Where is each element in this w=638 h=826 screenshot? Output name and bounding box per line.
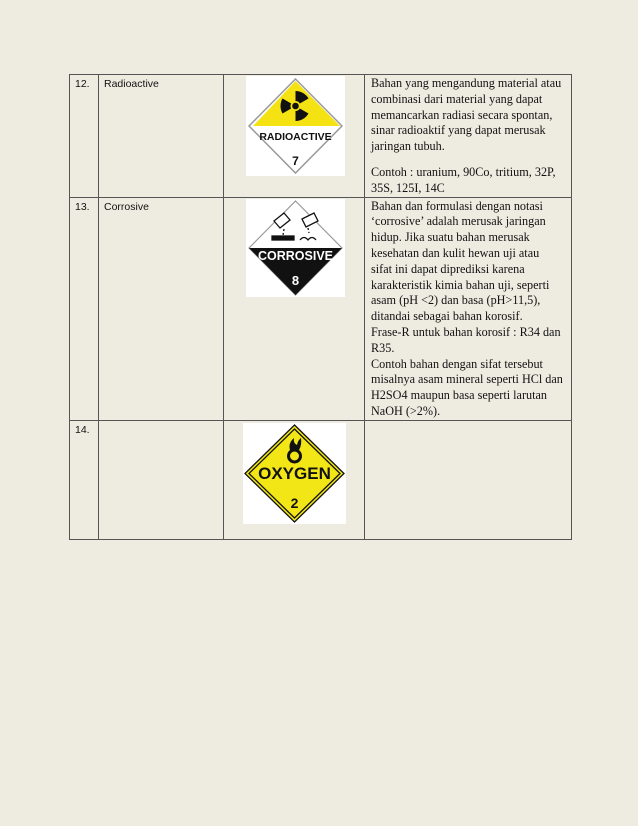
radioactive-sign <box>246 76 345 176</box>
hazard-description <box>365 75 572 198</box>
row-number: 14. <box>70 420 99 539</box>
table-row <box>70 75 572 198</box>
sign-label: RADIOACTIVE <box>259 131 332 143</box>
oxygen-sign <box>243 423 346 524</box>
sign-class-number: 7 <box>292 154 299 168</box>
hazard-name: Radioactive <box>99 75 224 198</box>
table-row <box>70 197 572 420</box>
hazard-sign-cell <box>224 75 365 198</box>
hazard-description <box>365 420 572 539</box>
description-paragraph: Contoh bahan dengan sifat tersebut misalnya asam mineral seperti HCl dan H2SO4 maupun basa seperti larutan NaOH (>2%). <box>371 356 563 418</box>
sign-class-number: 2 <box>290 494 299 511</box>
hazard-name <box>99 420 224 539</box>
row-number: 12. <box>70 75 99 198</box>
row-number: 13. <box>70 197 99 420</box>
hazard-sign-cell <box>224 420 365 539</box>
hazard-sign-cell <box>224 197 365 420</box>
sign-label: OXYGEN <box>258 463 331 483</box>
hazard-table <box>69 74 572 540</box>
hazard-description <box>365 197 572 420</box>
sign-label: CORROSIVE <box>257 248 334 263</box>
description-paragraph: Frase-R untuk bahan korosif : R34 dan R35. <box>371 324 561 355</box>
sign-class-number: 8 <box>291 272 300 288</box>
description-paragraph: Bahan yang mengandung material atau combinasi dari material yang dapat memancarkan radiasi secara spontan, sinar radioaktif yang dapat merusak jaringan tubuh. <box>371 76 562 154</box>
description-paragraph: Contoh : uranium, 90Co, tritium, 32P, 35S, 125I, 14C <box>371 164 556 195</box>
description-paragraph: Bahan dan formulasi dengan notasi ‘corrosive’ adalah merusak jaringan hidup. Jika suatu bahan merusak kesehatan dan kulit hewan uji atau sifat ini dapat diprediksi karena karakteristik kimia bahan uji, seperti asam (pH <2) dan basa (pH>11,5), ditandai sebagai bahan korosif. <box>371 198 550 324</box>
hazard-name: Corrosive <box>99 197 224 420</box>
corrosive-sign <box>246 199 345 297</box>
table-row <box>70 420 572 539</box>
